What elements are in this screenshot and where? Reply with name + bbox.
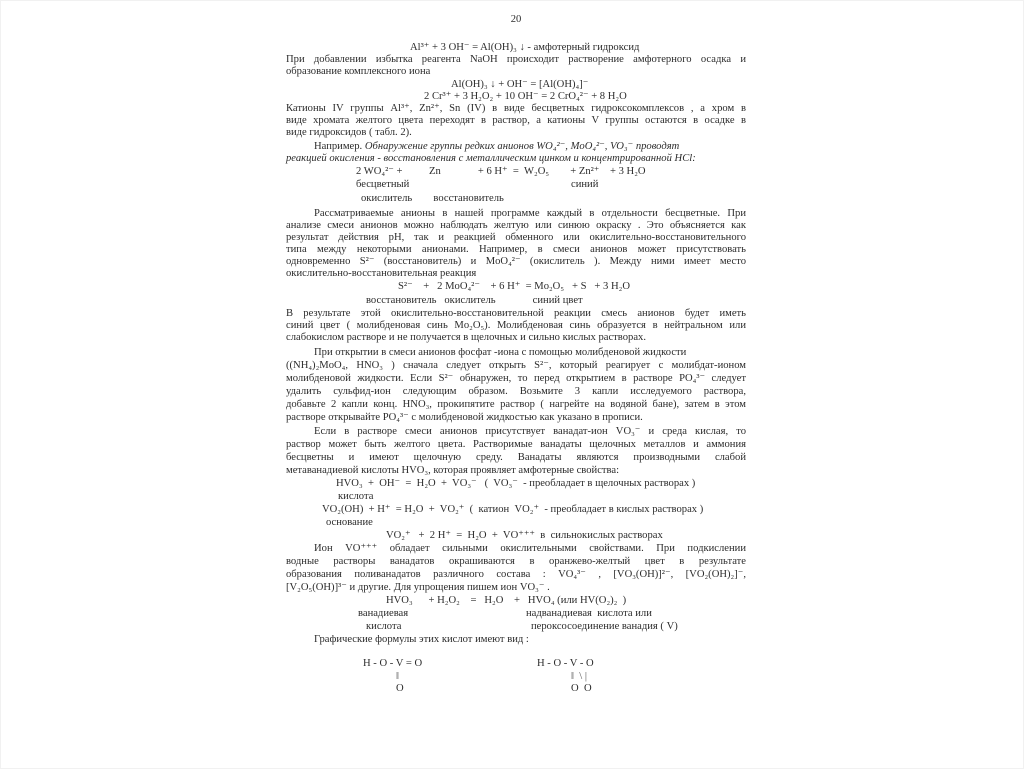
paragraph-line: Графические формулы этих кислот имеют вид :	[314, 634, 529, 645]
paragraph-line: молибденовой жидкости. Если S²⁻ обнаружен, то перед открытием в растворе PO₄³⁻ следует	[286, 373, 746, 384]
paragraph-line: [V₂O₅(OH)]³⁻ и другие. Для упрощения пишем ион VO₃⁻ .	[286, 582, 550, 593]
paragraph-line: Катионы IV группы Al³⁺, Zn²⁺, Sn (IV) в виде бесцветных гидроксокомплексов , а хром в	[286, 103, 746, 114]
formula-double-bond: ‖	[396, 671, 399, 682]
paragraph-line: Рассматриваемые анионы в нашей программе каждый в отдельности бесцветные. При	[314, 208, 746, 219]
label-pervanadic: надванадиевая кислота или	[526, 608, 652, 619]
formula-oxygens: O O	[571, 683, 592, 694]
paragraph-line: метаванадиевой кислоты HVO₃, которая проявляет амфотерные свойства:	[286, 465, 620, 476]
formula-bonds: ‖ \ |	[571, 671, 587, 682]
paragraph-line: результат действия pH, так и реакцией обменного или окислительно-восстановительного	[286, 232, 746, 243]
paragraph-line: Ион VO⁺⁺⁺ обладает сильными окислительными свойствами. При подкислении	[314, 543, 746, 554]
paragraph-line: растворе открывайте PO₄³⁻ с молибденовой жидкостью как указано в прописи.	[286, 412, 643, 423]
paragraph-line: бесцветны и имеют щелочную среду. Ванадаты являются производными слабой	[286, 452, 746, 463]
formula-oxygen: O	[396, 683, 404, 694]
paragraph-line: анализе смеси анионов можно наблюдать желтую или синюю окраску . Это объясняется как	[286, 220, 746, 231]
equation-molybdate: S²⁻ + 2 MoO₄²⁻ + 6 H⁺ = Mo₂O₅ + S + 3 H₂O	[398, 281, 630, 292]
equation-vanadic-acid: VO₂(OH) + H⁺ = H₂O + VO₂⁺ ( катион VO₂⁺ - преобладает в кислых растворах )	[322, 504, 704, 515]
paragraph-line: виде хромата желтого цвета переходят в раствор, а катионы V группы остаются в осадке в	[286, 115, 746, 126]
paragraph-line	[314, 141, 679, 153]
example-italic: Обнаружение группы редких анионов WO₄²⁻, MoO₄²⁻, VO₃⁻ проводят	[364, 141, 680, 152]
label-base: основание	[326, 517, 373, 528]
equation-peroxo: HVO₃ + H₂O₂ = H₂O + HVO₄ (или HV(O₂)₂ )	[386, 595, 627, 606]
label-blue: синий	[571, 179, 599, 190]
paragraph-line: водные растворы ванадатов окрашиваются в оранжево-желтый цвет в результате	[286, 556, 746, 567]
paragraph-line: виде гидроксидов ( табл. 2).	[286, 127, 412, 138]
equation-strong-acid: VO₂⁺ + 2 H⁺ = H₂O + VO⁺⁺⁺ в сильнокислых растворах	[386, 530, 663, 541]
equation-chromate: 2 Cr³⁺ + 3 H₂O₂ + 10 OH⁻ = 2 CrO₄²⁻ + 8 H₂O	[424, 91, 627, 102]
paragraph-line: ((NH₄)₂MoO₄, HNO₃ ) сначала следует открыть S²⁻, который реагирует с молибдат-ионом	[286, 360, 746, 371]
formula-peroxovanadic-acid: H - O - V - O	[537, 658, 594, 669]
equation-vanadic-base: HVO₃ + OH⁻ = H₂O + VO₃⁻ ( VO₃⁻ - преобладает в щелочных растворах )	[336, 478, 696, 489]
paragraph-line: реакцией окисления - восстановления с металлическим цинком и концентрированной HCl:	[286, 153, 696, 164]
paragraph-line: одновременно S²⁻ (восстановитель) и MoO₄²⁻ (окислитель ). Между ними имеет место	[286, 256, 746, 267]
paragraph-line: слабокислом растворе и не получается в щелочных и сильно кислых растворах.	[286, 332, 646, 343]
paragraph-line: добавьте 2 капли конц. HNO₃, прокипятите раствор ( нагрейте на водяной бане), затем в этом	[286, 399, 746, 410]
equation-al-hydroxide: Al³⁺ + 3 OH⁻ = Al(OH)₃ ↓ - амфотерный гидроксид	[410, 42, 640, 53]
page-number: 20	[510, 14, 522, 25]
equation-aluminate: Al(OH)₃ ↓ + OH⁻ = [Al(OH)₄]⁻	[451, 79, 589, 90]
paragraph-line: В результате этой окислительно-восстановительной реакции смесь анионов будет иметь	[286, 308, 746, 319]
label-acid: кислота	[338, 491, 374, 502]
paragraph-line: окислительно-восстановительная реакция	[286, 268, 477, 279]
equation-tungstate: 2 WO₄²⁻ + Zn + 6 H⁺ = W₂O₅ + Zn²⁺ + 3 H₂O	[356, 166, 646, 177]
label-reaction-roles: восстановитель окислитель синий цвет	[366, 295, 583, 306]
label-vanadic: ванадиевая	[358, 608, 409, 619]
paragraph-line: При открытии в смеси анионов фосфат -иона с помощью молибденовой жидкости	[314, 347, 687, 358]
example-lead: Например.	[314, 141, 363, 152]
paragraph-line: синий цвет ( молибденовая синь Mo₂O₅). Молибденовая синь образуется в нейтральном или	[286, 320, 746, 331]
paragraph-line: Если в растворе смеси анионов присутствует ванадат-ион VO₃⁻ и среда кислая, то	[314, 426, 746, 437]
paragraph-line: При добавлении избытка реагента NaOH происходит растворение амфотерного осадка и	[286, 54, 746, 65]
label-acid-2: кислота	[366, 621, 402, 632]
paragraph-line: раствор может быть желтого цвета. Растворимые ванадаты щелочных металлов и аммония	[286, 439, 746, 450]
label-oxidizer-reducer: окислитель восстановитель	[361, 193, 504, 204]
paragraph-line: типа между некоторыми анионами. Например, в смеси анионов может присутствовать	[286, 244, 746, 255]
label-peroxo-compound: пероксосоединение ванадия ( V)	[531, 621, 678, 632]
formula-vanadic-acid: H - O - V = O	[363, 658, 423, 669]
paragraph-line: удалить сульфид-ион следующим образом. Возьмите 3 капли исследуемого раствора,	[286, 386, 746, 397]
paragraph-line: образование комплексного иона	[286, 66, 431, 77]
label-colorless: бесцветный	[356, 179, 410, 190]
paragraph-line: образования поливанадатов различного состава : VO₄³⁻ , [VO₃(OH)]²⁻, [VO₂(OH)₂]⁻,	[286, 569, 746, 580]
